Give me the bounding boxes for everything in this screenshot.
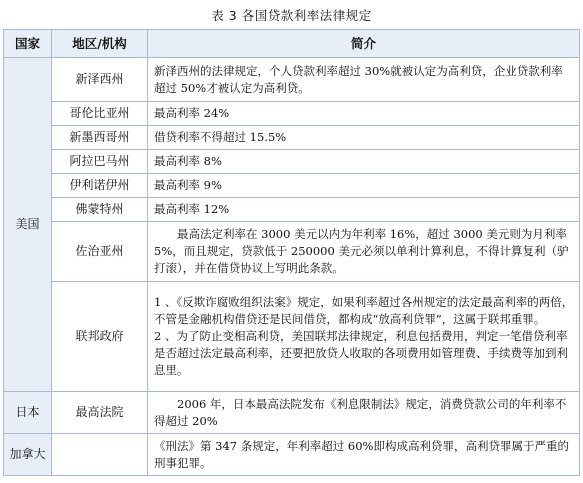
- desc-paragraph-1: 1 、《反欺诈腐败组织法案》规定，如果利率超过各州规定的法定最高利率的两倍，不管是金融机构借贷还是民间借贷，都构成“放高利贷罪”，这属于联邦重罪。: [154, 295, 574, 326]
- desc-cell: 《刑法》第 347 条规定，年利率超过 60%即构成高利贷罪，高利贷罪属于严重的刑事犯罪。: [148, 434, 580, 476]
- desc-cell: 最高利率 8%: [148, 150, 580, 174]
- desc-cell: 最高利率 12%: [148, 198, 580, 222]
- header-country: 国家: [4, 30, 52, 58]
- desc-cell: 最高法定利率在 3000 美元以内为年利率 16%，超过 3000 美元则为月利率 5%，而且规定，贷款低于 250000 美元必须以单利计算利息，不得计算复利（驴打滚），并在借贷协议上写明此条款。: [148, 222, 580, 282]
- region-cell: 阿拉巴马州: [52, 150, 148, 174]
- region-cell: 伊利诺伊州: [52, 174, 148, 198]
- table-row: [4, 434, 580, 476]
- region-cell: 最高法院: [52, 392, 148, 434]
- table-row: [4, 150, 580, 174]
- region-cell: 佐治亚州: [52, 222, 148, 282]
- desc-cell: [148, 282, 580, 392]
- table-row: [4, 222, 580, 282]
- table-caption: 表 3 各国贷款利率法律规定: [211, 8, 372, 23]
- table-row: [4, 174, 580, 198]
- country-cell-canada: 加拿大: [4, 434, 52, 476]
- desc-cell: 最高利率 9%: [148, 174, 580, 198]
- header-desc: 简介: [148, 30, 580, 58]
- desc-cell: 借贷利率不得超过 15.5%: [148, 126, 580, 150]
- table-row: [4, 198, 580, 222]
- country-cell-japan: 日本: [4, 392, 52, 434]
- table-row: [4, 126, 580, 150]
- region-cell: 佛蒙特州: [52, 198, 148, 222]
- table-row: [4, 58, 580, 102]
- table-row: [4, 102, 580, 126]
- region-cell: 新泽西州: [52, 58, 148, 102]
- desc-paragraph-2: 2 、为了防止变相高利贷，美国联邦法律规定，利息包括费用，判定一笔借贷利率是否超过法定最高利率，还要把放贷人收取的各项费用如管理费、手续费等加到利息里。: [154, 329, 568, 377]
- desc-cell: 新泽西州的法律规定，个人贷款利率超过 30%就被认定为高利贷，企业贷款利率超过 50%才被认定为高利贷。: [148, 58, 580, 102]
- desc-cell: 2006 年，日本最高法院发布《利息限制法》规定，消费贷款公司的年利率不得超过 20%: [148, 392, 580, 434]
- region-cell: 新墨西哥州: [52, 126, 148, 150]
- table-row: [4, 282, 580, 392]
- header-region: 地区/机构: [52, 30, 148, 58]
- header-row: [4, 30, 580, 58]
- region-cell: 联邦政府: [52, 282, 148, 392]
- loan-rate-law-table: [3, 29, 580, 476]
- country-cell-us: 美国: [4, 58, 52, 392]
- table-row: [4, 392, 580, 434]
- region-cell: 哥伦比亚州: [52, 102, 148, 126]
- region-cell: [52, 434, 148, 476]
- desc-cell: 最高利率 24%: [148, 102, 580, 126]
